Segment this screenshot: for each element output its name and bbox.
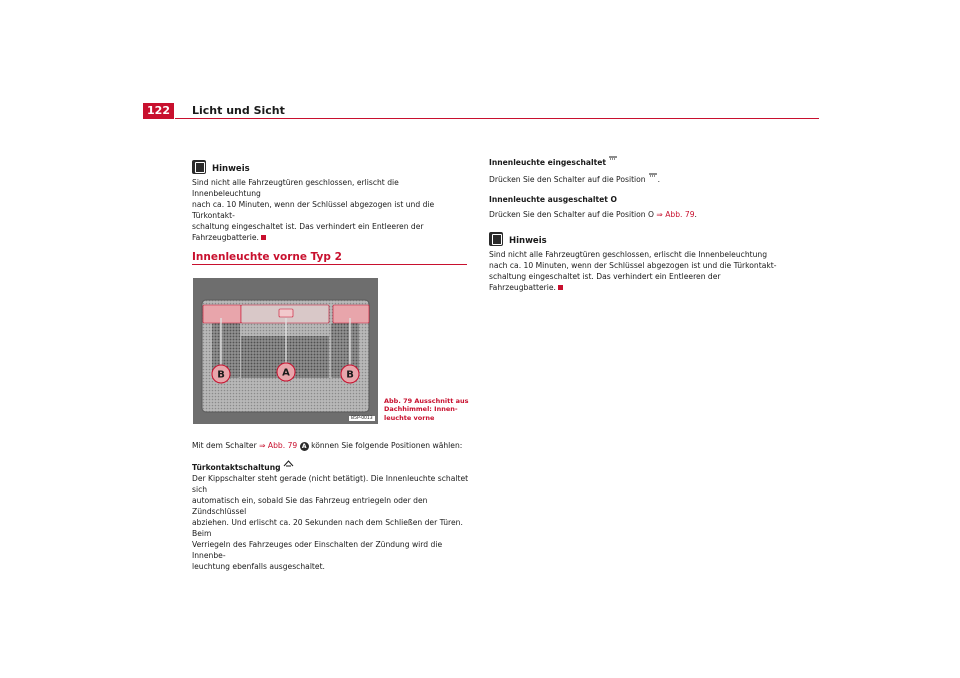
door-heading: Türkontaktschaltung xyxy=(192,460,472,473)
end-square-icon xyxy=(558,285,563,290)
figure-interior-lamp xyxy=(193,278,378,424)
door-contact-symbol xyxy=(283,460,294,471)
caption-line: leuchte vorne xyxy=(384,413,435,422)
door-line: leuchtung ebenfalls ausgeschaltet. xyxy=(192,562,325,571)
note-line: nach ca. 10 Minuten, wenn der Schlüssel abgezogen ist und die Türkontakt- xyxy=(489,261,777,270)
end-square-icon xyxy=(261,235,266,240)
interior-lamp-symbol xyxy=(648,172,658,183)
left-body xyxy=(192,440,472,572)
interior-lamp-symbol xyxy=(608,155,618,166)
section-title: Innenleuchte vorne Typ 2 xyxy=(192,251,342,263)
off-heading: Innenleuchte ausgeschaltet O xyxy=(489,195,617,204)
chapter-title: Licht und Sicht xyxy=(192,104,285,117)
on-heading: Innenleuchte eingeschaltet xyxy=(489,155,779,168)
off-text: Drücken Sie den Schalter auf die Position O ⇒ Abb. 79. xyxy=(489,210,697,219)
door-line: Der Kippschalter steht gerade (nicht betätigt). Die Innenleuchte schaltet sich xyxy=(192,474,469,494)
note-line: schaltung eingeschaltet ist. Das verhindert ein Entleeren der xyxy=(489,272,721,281)
figure-label-b-right: B xyxy=(346,369,354,381)
note-info-icon xyxy=(192,160,206,174)
on-text: Drücken Sie den Schalter auf die Position . xyxy=(489,172,779,185)
note-line: Sind nicht alle Fahrzeugtüren geschlossen, erlischt die Innenbeleuchtung xyxy=(192,178,399,198)
door-line: automatisch ein, sobald Sie das Fahrzeug entriegeln oder den Zündschlüssel xyxy=(192,496,428,516)
caption-line: Abb. 79 Ausschnitt aus xyxy=(384,397,469,405)
right-column xyxy=(489,155,779,293)
note-line: Fahrzeugbatterie. xyxy=(489,282,779,293)
circle-a-icon: A xyxy=(300,442,309,451)
door-line: Verriegeln des Fahrzeuges oder Einschalten der Zündung wird die Innenbe- xyxy=(192,540,443,560)
intro-line: Mit dem Schalter ⇒ Abb. 79 A können Sie folgende Positionen wählen: xyxy=(192,441,463,450)
note-label: Hinweis xyxy=(509,236,547,246)
note-header xyxy=(489,232,779,246)
page-number: 122 xyxy=(143,103,174,119)
note-line: nach ca. 10 Minuten, wenn der Schlüssel abgezogen ist und die Türkontakt- xyxy=(192,200,435,220)
note-header xyxy=(192,160,467,174)
note-line: Sind nicht alle Fahrzeugtüren geschlossen, erlischt die Innenbeleuchtung xyxy=(489,250,768,259)
header-rule xyxy=(175,118,819,119)
note-info-icon xyxy=(489,232,503,246)
figure-caption xyxy=(384,397,469,422)
figure-label-b-left: B xyxy=(217,369,225,381)
figure-link[interactable]: ⇒ Abb. 79 xyxy=(259,441,298,450)
figure-label-a: A xyxy=(282,367,290,379)
door-line: abziehen. Und erlischt ca. 20 Sekunden nach dem Schließen der Türen. Beim xyxy=(192,518,463,538)
note-line: Fahrzeugbatterie. xyxy=(192,232,467,243)
note-line: schaltung eingeschaltet ist. Das verhindert ein Entleeren der xyxy=(192,222,424,231)
section-rule xyxy=(192,264,467,265)
figure-link[interactable]: ⇒ Abb. 79 xyxy=(656,210,695,219)
interior-lamp-illustration xyxy=(193,278,378,424)
caption-line: Dachhimmel: Innen- xyxy=(384,405,458,414)
note-label: Hinweis xyxy=(212,164,250,174)
left-note xyxy=(192,160,467,243)
figure-code: B5P-0013 xyxy=(351,416,373,421)
